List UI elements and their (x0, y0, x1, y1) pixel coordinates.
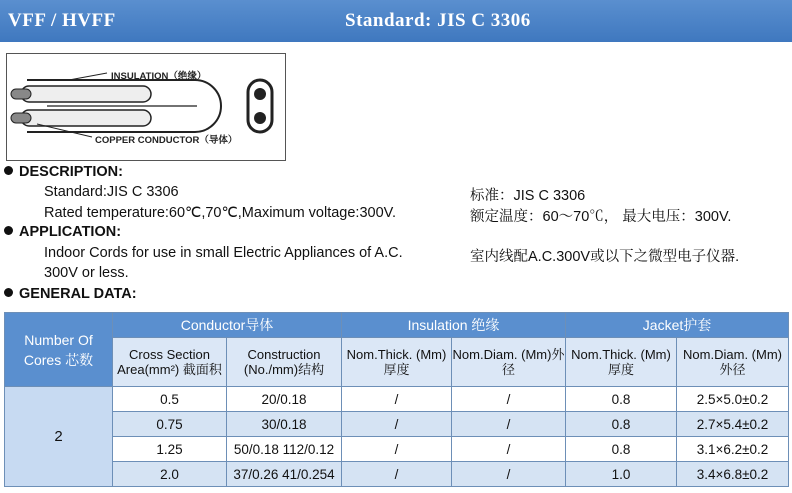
area-cell: 0.5 (113, 387, 227, 412)
bullet-icon (4, 226, 13, 235)
area-cell: 2.0 (113, 462, 227, 487)
area-cell: 0.75 (113, 412, 227, 437)
application-line1-en: Indoor Cords for use in small Electric Appliances of A.C. (44, 245, 403, 261)
application-line1-cn: 室内线配A.C.300V或以下之微型电子仪器. (470, 249, 740, 265)
general-data-heading: GENERAL DATA: (4, 286, 137, 302)
ins-diam-cell: / (452, 412, 566, 437)
construction-cell: 20/0.18 (227, 387, 342, 412)
jac-thick-cell: 0.8 (566, 437, 677, 462)
ins-diam-cell: / (452, 387, 566, 412)
rated-cn: 额定温度：60～70℃， 最大电压：300V. (470, 209, 732, 225)
ins-thick-cell: / (342, 437, 452, 462)
insulation-label: INSULATION（绝缘） (111, 71, 207, 82)
application-heading: APPLICATION: (4, 224, 121, 240)
general-data-table (4, 312, 789, 487)
bullet-icon (4, 166, 13, 175)
cable-diagram (6, 53, 286, 161)
jacket-diam-header: Nom.Diam. (Mm)外径 (677, 338, 789, 387)
construction-cell: 30/0.18 (227, 412, 342, 437)
construction-cell: 37/0.26 41/0.254 (227, 462, 342, 487)
ins-thick-cell: / (342, 462, 452, 487)
cores-value: 2 (5, 387, 113, 487)
table-row (5, 462, 789, 487)
table-row (5, 412, 789, 437)
area-cell: 1.25 (113, 437, 227, 462)
insulation-diam-header: Nom.Diam. (Mm)外径 (452, 338, 566, 387)
bullet-icon (4, 288, 13, 297)
standard-title: Standard: JIS C 3306 (345, 10, 531, 31)
cross-section-header: Cross Section Area(mm²) 截面积 (113, 338, 227, 387)
jacket-thick-header: Nom.Thick. (Mm)厚度 (566, 338, 677, 387)
ins-diam-cell: / (452, 437, 566, 462)
jacket-header: Jacket护套 (566, 313, 789, 338)
jac-diam-cell: 2.5×5.0±0.2 (677, 387, 789, 412)
table-row (5, 387, 789, 412)
description-heading: DESCRIPTION: (4, 164, 123, 180)
jac-thick-cell: 0.8 (566, 387, 677, 412)
construction-cell: 50/0.18 112/0.12 (227, 437, 342, 462)
product-code-title: VFF / HVFF (8, 10, 116, 31)
application-line2-en: 300V or less. (44, 265, 129, 281)
construction-header: Construction (No./mm)结构 (227, 338, 342, 387)
conductor-header: Conductor导体 (113, 313, 342, 338)
cores-header: Number Of Cores 芯数 (5, 313, 113, 387)
jac-diam-cell: 3.1×6.2±0.2 (677, 437, 789, 462)
insulation-header: Insulation 绝缘 (342, 313, 566, 338)
jac-thick-cell: 1.0 (566, 462, 677, 487)
jac-diam-cell: 2.7×5.4±0.2 (677, 412, 789, 437)
insulation-thick-header: Nom.Thick. (Mm)厚度 (342, 338, 452, 387)
ins-thick-cell: / (342, 387, 452, 412)
title-bar (0, 0, 792, 42)
rated-en: Rated temperature:60℃,70℃,Maximum voltage:300V. (44, 205, 397, 221)
jac-thick-cell: 0.8 (566, 412, 677, 437)
table-row (5, 437, 789, 462)
ins-diam-cell: / (452, 462, 566, 487)
standard-en: Standard:JIS C 3306 (44, 184, 179, 200)
ins-thick-cell: / (342, 412, 452, 437)
standard-cn: 标准：JIS C 3306 (470, 188, 586, 204)
conductor-label: COPPER CONDUCTOR（导体） (95, 135, 238, 146)
jac-diam-cell: 3.4×6.8±0.2 (677, 462, 789, 487)
